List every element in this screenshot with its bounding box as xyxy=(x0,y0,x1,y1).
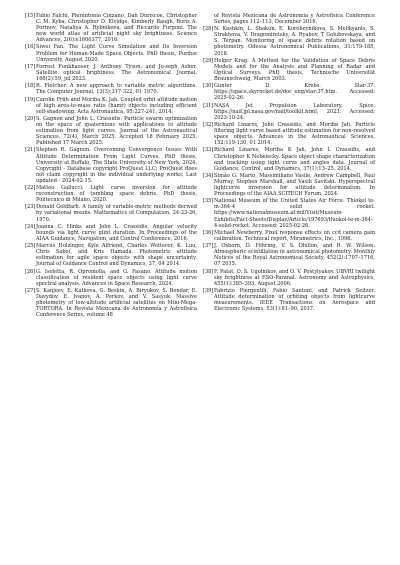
reference-entry xyxy=(203,243,375,267)
reference-number: [32] xyxy=(203,122,214,129)
reference-entry xyxy=(25,224,197,242)
margin-watermark xyxy=(10,318,24,378)
reference-number: [26] xyxy=(25,268,36,275)
reference-number: [33] xyxy=(203,147,214,154)
reference-entry xyxy=(203,103,375,121)
reference-text: of Revista Mexicana de Astronomia y Astrofisica Conference Series, pages 112–113, December 2016. xyxy=(214,13,375,26)
reference-entry xyxy=(25,44,197,62)
reference-number: [39] xyxy=(203,288,214,295)
reference-text: Stephen R. Gagnon. Overcoming Convergence Issues With Attitude Determination From Light Curves. PhD thesis, University at Buffalo, The State University of New York, 2024. Copyright - Database copyright ProQuest LLC; ProQuest does not claim copyright in the individual underlying works; Last updated - 2024-02-15. xyxy=(36,147,197,184)
reference-number: [37] xyxy=(203,243,214,250)
reference-number: [34] xyxy=(203,172,214,179)
reference-text: Richard Linares, Moriba K Jah, John L Crassidis, and Christopher K Nebelecky. Space object shape characterization and tracking using light curve and angles data. Journal of Guidance, Control, and Dynamics, 37(1):13–25, 2014. xyxy=(214,147,375,172)
reference-number: [16] xyxy=(25,44,36,51)
reference-text: NASA Jet Propulsion Laboratory. Spice. https://naif.jpl.nasa.gov/naif/toolkit.html, 2023. Accessed: 2023-10-24. xyxy=(214,102,375,121)
reference-entry xyxy=(25,13,197,43)
reference-number: [20] xyxy=(25,116,36,122)
reference-number: [31] xyxy=(203,102,214,109)
references-left-column xyxy=(25,13,197,320)
reference-number: [36] xyxy=(203,229,214,236)
reference-text: Siwei Fan. The Light Curve Simulation and Its Inversion Problem for Human-Made Space Objects. PhD thesis, Purdue University, August 2020. xyxy=(36,44,197,63)
reference-entry xyxy=(25,185,197,203)
references-right-column xyxy=(203,13,375,313)
reference-text: N. Koshkin, L. Shakun, E. Korobeynikova, S. Melikyants, S. Strakhova, V. Dragomiretsky, A. Ryabov, T Golubovskaya, and S. Terpan. Monitoring of space debris rotation based on photometry. Odessa Astronomical Publications, 31:179-185, 2018. xyxy=(214,26,375,57)
reference-entry xyxy=(25,243,197,267)
reference-text: S. Gagnon and John L. Crassidis. Particle swarm optimization on the space of quaternions with applications to attitude estimation from light curves. Journal of the Astronautical Sciences, 72(4), March 2025. Accepted 18 February 2025, Published 17 March 2025. xyxy=(36,116,197,147)
reference-number: [25] xyxy=(25,243,36,250)
reference-number: [15] xyxy=(25,13,36,19)
reference-number: [27] xyxy=(25,288,36,295)
reference-number: [30] xyxy=(203,83,214,90)
reference-entry xyxy=(203,269,375,287)
reference-number: [21] xyxy=(25,147,36,154)
reference-text: Joanna C. Hinks and John L. Crassidis. Angular velocity bounds via light curve glint duration. In Proceedings of the AIAA Guidance, Navigation, and Control Conference, 2016. xyxy=(36,223,197,242)
reference-text: S. Kanjeev, E. Katkova, G. Beskin, A. Biryukov, S. Bondar, E. Davydov, E. Ivanov, A. Perkov, and V. Sasyuk. Massive photometry of low-altitude artificial satellites on Mini-Mega-TORTORA. In Revista Mexicana de Astronomía y Astrofísica Conference Series, volume 48 xyxy=(36,288,197,319)
reference-entry xyxy=(203,122,375,146)
reference-entry xyxy=(25,97,197,115)
reference-entry xyxy=(25,83,197,95)
reference-entry xyxy=(203,230,375,242)
reference-entry xyxy=(203,83,375,101)
reference-text: Gunter D. Krebs. Star-37. https://space.skyrocket.de/doc_eng/star-37.htm. Accessed: 2025-02-26. xyxy=(214,83,375,102)
reference-entry xyxy=(203,26,375,56)
reference-number: [28] xyxy=(203,26,214,33)
reference-text: J. Osborn, D. Föhring, V. S. Dhillon, and R. W. Wilson. Atmospheric scintillation in astronomical photometry. Monthly Notices of the Royal Astronomical Society, 452(2):1707–1716, 07 2015. xyxy=(214,243,375,268)
reference-text: Matteo Gallucci. Light curve inversion for attitude reconstruction of tumbling space debris. PhD thesis, Politecnico di Milano, 2020. xyxy=(36,185,197,204)
reference-text: Carolin Früh and Moriba K. Jah. Coupled orbit attitude motion of high area-to-mass ratio (hamr) objects including efficient self-shadowing. Acta Astronautica, 95:227-241, 2014. xyxy=(36,96,197,115)
reference-entry xyxy=(203,198,375,228)
reference-number: [23] xyxy=(25,204,36,211)
reference-text: Donald Goldfarb. A family of variable-metric methods derived by variational means. Mathematics of Computation, 24:23-26, 1970. xyxy=(36,204,197,223)
reference-entry xyxy=(25,116,197,146)
reference-number: [38] xyxy=(203,268,214,275)
reference-number: [22] xyxy=(25,185,36,192)
reference-number: [24] xyxy=(25,223,36,230)
reference-text: Fabio Falchi, Pierantonio Cinzano, Dan Duriscoe, Christopher C. M. Kyba, Christopher D. Elvidge, Kimberly Baugh, Boris A. Portnov, Nataliya A. Rybnikova, and Riccardo Furgoni. The new world atlas of artificial night sky brightness. Science Advances, 2(6):e1600377, 2016. xyxy=(36,13,197,44)
reference-entry xyxy=(203,13,375,25)
reference-entry xyxy=(203,173,375,197)
reference-number: [35] xyxy=(203,198,214,205)
reference-number: [19] xyxy=(25,96,36,103)
reference-entry xyxy=(203,288,375,312)
reference-text: Marcus Holzinger, Kyle Alfriend, Charles Wetterer, K. Luu, Chris Sabol, and Kris Hamada. Photometric attitude estimation for agile space objects with shape uncertainty. Journal of Guidance Control and Dynamics, 37, 04 2014. xyxy=(36,243,197,268)
reference-text: Fabrizio Piergentili, Fabio Santoni, and Patrick Seitzer. Attitude determination of orbiting objects from lightcurve measurements. IEEE Transactions on Aerospace and Electronic Systems, 53(1):81–90, 2017. xyxy=(214,288,375,313)
reference-text: National Museum of the United States Air Force. Thiokol te-m-364-4 solid rocket. https://www.nationalmuseum.af.mil/Visit/Museum-Exhibits/Fact-Sheets/Display/Article/197693/thiokol-te-m-364-4-solid-rocket. Accessed: 2025-02-26. xyxy=(214,198,375,229)
reference-entry xyxy=(25,269,197,287)
reference-entry xyxy=(25,288,197,318)
reference-entry xyxy=(203,147,375,171)
reference-text: G. Isoletta, R. Opromolla, and G. Fasano. Attitude motion classification of resident space objects using light curve spectral analysis. Advances in Space Research, 2024. xyxy=(36,268,197,287)
reference-text: R. Fletcher. A new approach to variable metric algorithms. The Computer Journal, 13(3):317-322, 01 1970. xyxy=(36,83,197,96)
reference-text: Simão G. Marto, Massimiliano Vasile, Andrew Campbell, Paul Murray, Stephen Marshall, and Vasili Savitski. Hyperspectral lightcurve inversion for attitude determination. In Proceedings of the AIAA SCITECH Forum, 2024. xyxy=(214,172,375,198)
reference-text: Forrest Funkhauser, J. Anthony Tyson, and Jo-seph Asher. Satellite optical brightness. The Astronomical Journal, 166(2):59, jul 2023. xyxy=(36,63,197,82)
reference-entry xyxy=(25,147,197,183)
reference-entry xyxy=(203,58,375,82)
reference-number: [29] xyxy=(203,57,214,64)
reference-entry xyxy=(25,64,197,82)
reference-number: [18] xyxy=(25,83,36,90)
reference-entry xyxy=(25,204,197,222)
reference-number: [17] xyxy=(25,63,36,70)
reference-text: F. Patat, O. S. Ugolnikov, and O. V. Postylyakov. UBVRI twilight sky brightness at ESO-Paranal. Astronomy and Astrophysics, 455(1):385–393, August 2006. xyxy=(214,268,375,287)
reference-text: Richard Linares, John Crassidis, and Moriba Jah. Particle filtering light curve based attitude estimation for non-resolved space objects. Advances in the Astronautical Sciences, 152:119-130, 01 2014. xyxy=(214,122,375,147)
reference-text: Michael Newberry. Pixel response effects on ccd camera gain calibration. Technical report, Mirametrics, Inc., 1996. xyxy=(214,229,375,242)
reference-text: Holger Krag. A Method for the Validation of Space Debris Models and for the Analysis and Planning of Radar and Optical Surveys. PhD thesis, Technische Universität Braunschweig, March 2003. xyxy=(214,57,375,82)
